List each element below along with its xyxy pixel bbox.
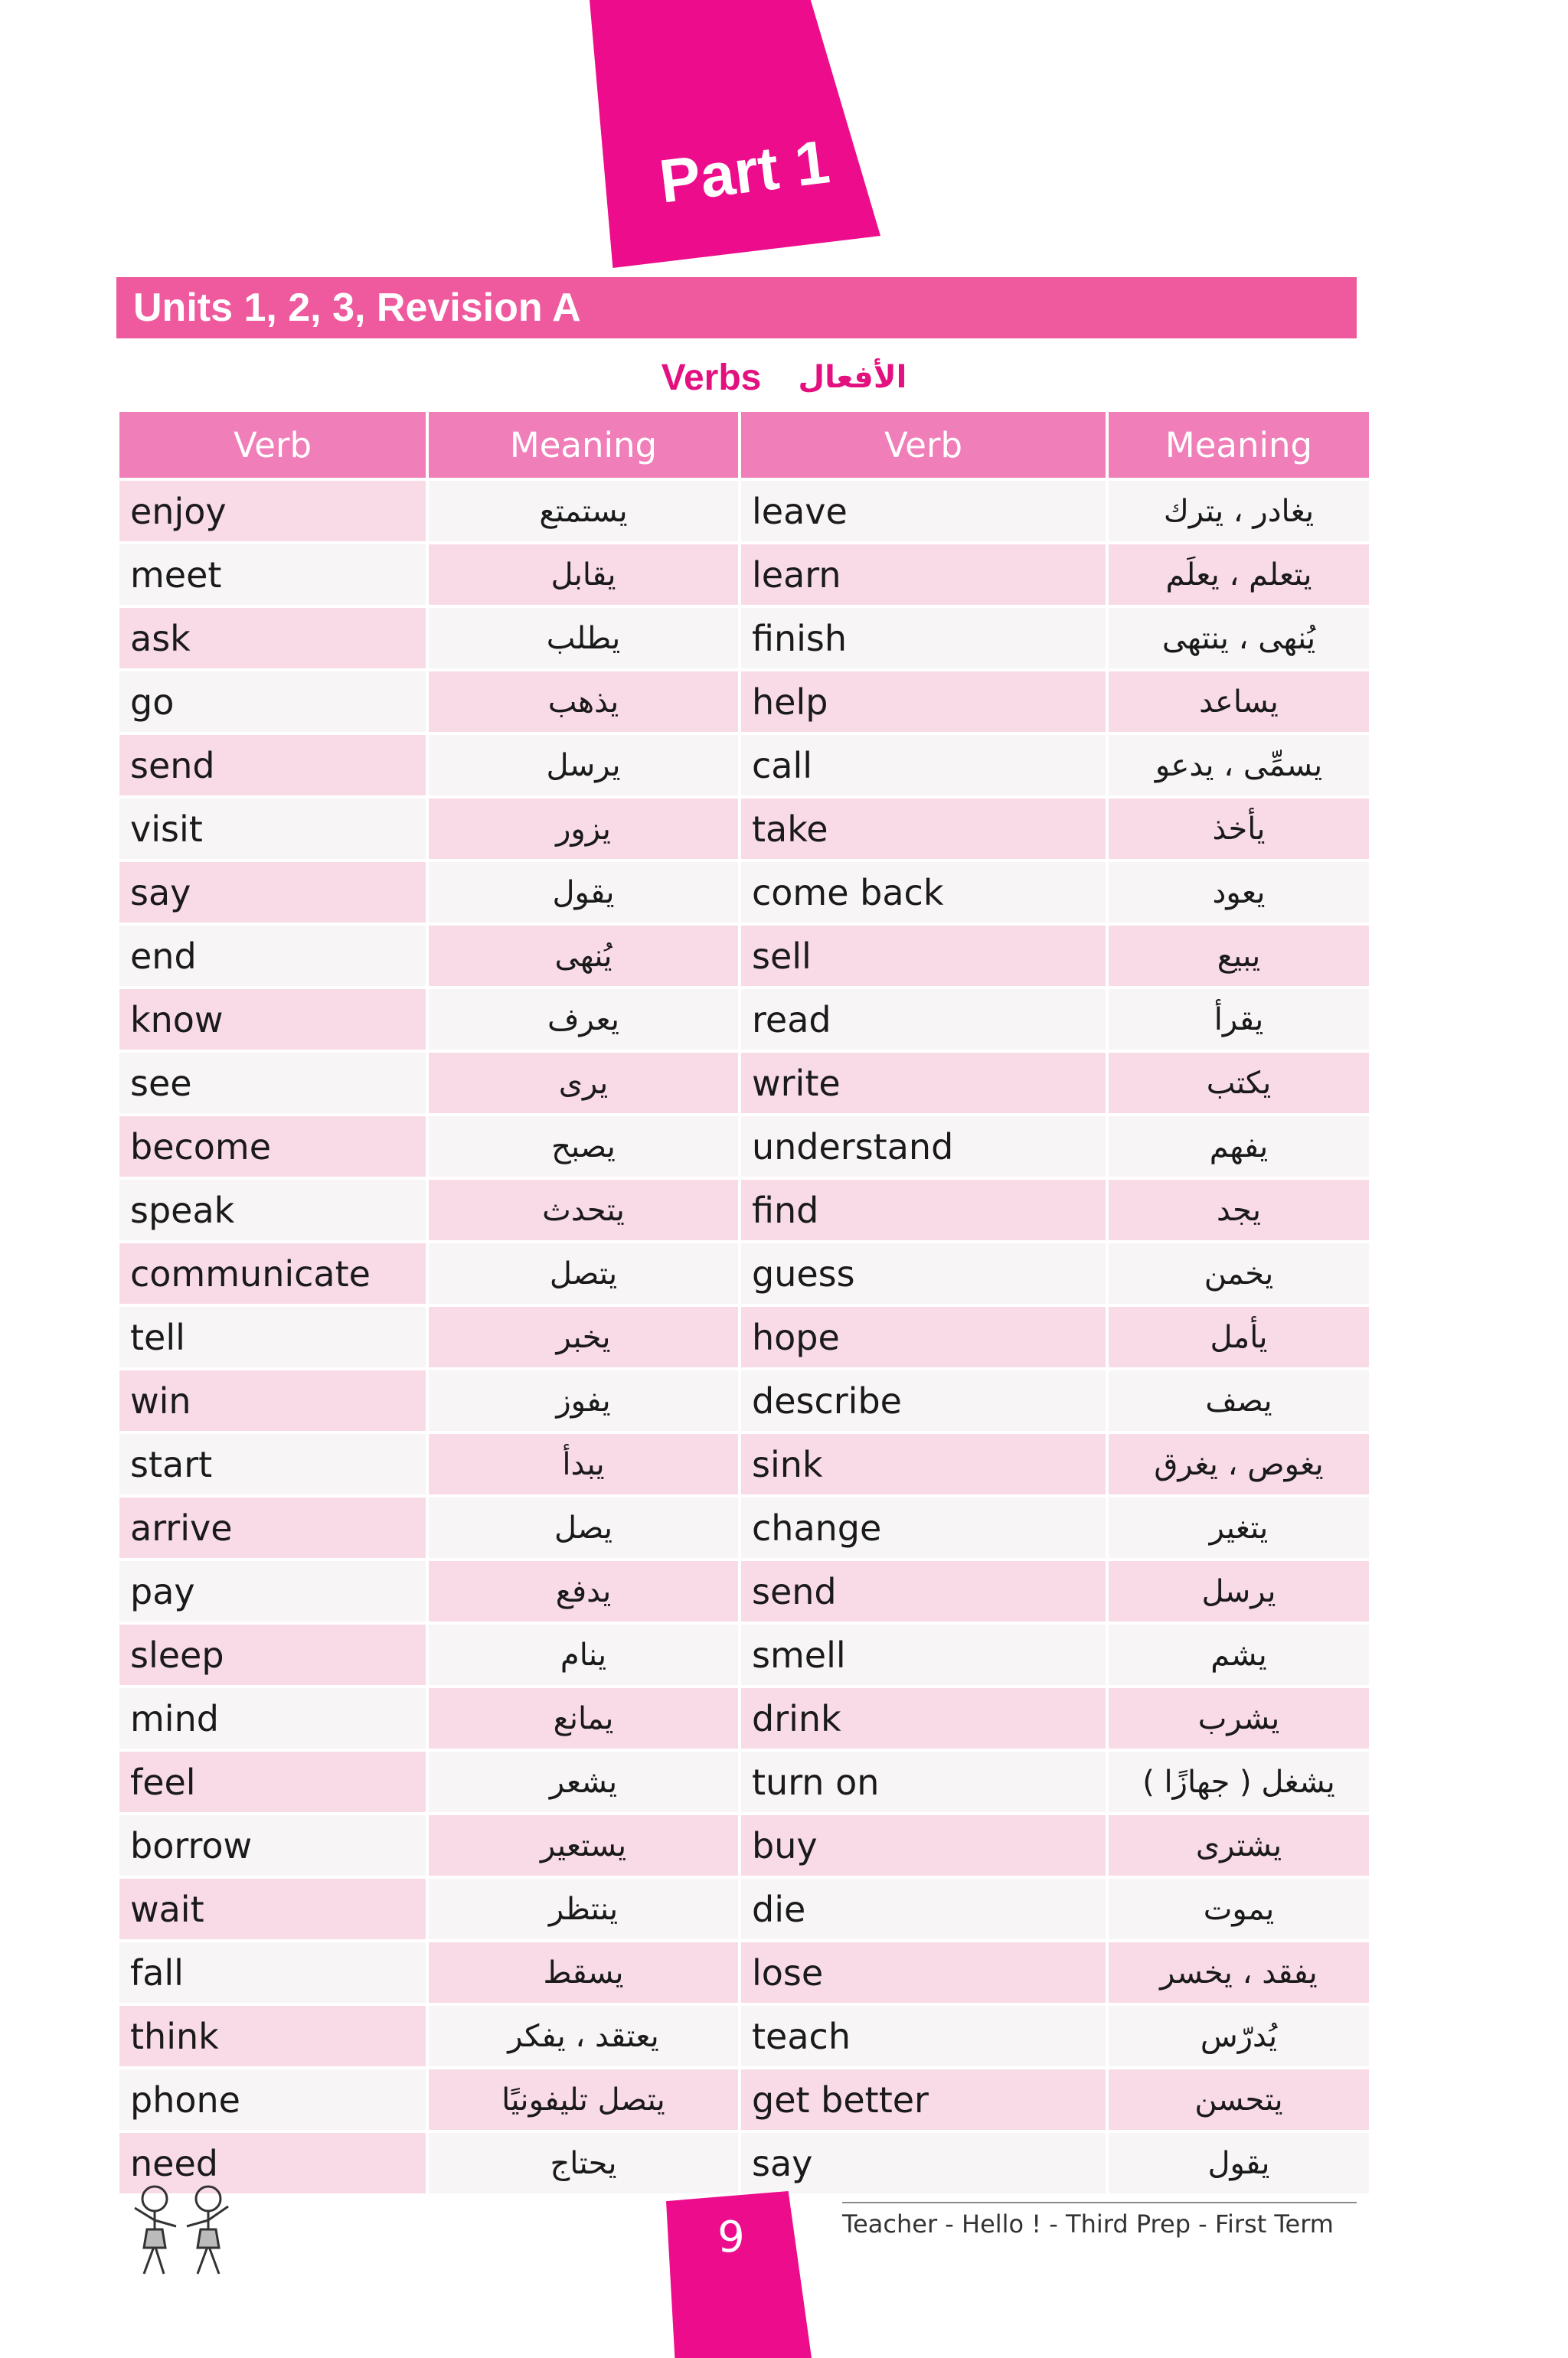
table-row — [119, 1307, 1369, 1370]
table-row — [119, 1434, 1369, 1497]
right-meaning: يفقد ، يخسر — [1109, 1942, 1369, 2006]
header-verb-left: Verb — [119, 412, 426, 481]
right-meaning: يخمن — [1109, 1243, 1369, 1307]
right-verb: sink — [741, 1434, 1106, 1497]
right-verb: sell — [741, 926, 1106, 989]
table-row — [119, 1116, 1369, 1180]
right-verb: understand — [741, 1116, 1106, 1180]
left-verb: win — [119, 1370, 426, 1434]
right-meaning: يأمل — [1109, 1307, 1369, 1370]
right-meaning: يصف — [1109, 1370, 1369, 1434]
left-meaning: يستعير — [429, 1815, 738, 1879]
left-verb: know — [119, 989, 426, 1053]
right-meaning: يقول — [1109, 2133, 1369, 2196]
section-heading — [0, 351, 1568, 404]
right-verb: finish — [741, 608, 1106, 671]
right-verb: turn on — [741, 1752, 1106, 1815]
right-verb: learn — [741, 544, 1106, 608]
page-number: 9 — [717, 2213, 745, 2262]
part-title: Part 1 — [655, 127, 834, 216]
units-title: Units 1, 2, 3, Revision A — [133, 286, 581, 330]
left-verb: wait — [119, 1879, 426, 1942]
table-row — [119, 1053, 1369, 1116]
table-row — [119, 2133, 1369, 2196]
right-verb: buy — [741, 1815, 1106, 1879]
left-meaning: يُنهى — [429, 926, 738, 989]
right-meaning: يبيع — [1109, 926, 1369, 989]
table-row — [119, 1561, 1369, 1625]
right-meaning: يُنهى ، ينتهى — [1109, 608, 1369, 671]
right-verb: call — [741, 735, 1106, 799]
right-meaning: يأخذ — [1109, 799, 1369, 862]
left-meaning: يشعر — [429, 1752, 738, 1815]
left-meaning: ينام — [429, 1625, 738, 1688]
right-verb: find — [741, 1180, 1106, 1243]
right-verb: write — [741, 1053, 1106, 1116]
table-row — [119, 481, 1369, 544]
table-row — [119, 799, 1369, 862]
table-row — [119, 735, 1369, 799]
right-meaning: يتحسن — [1109, 2069, 1369, 2133]
left-meaning: يذهب — [429, 671, 738, 735]
header-meaning-right: Meaning — [1109, 412, 1369, 481]
right-meaning: يتعلم ، يعلَم — [1109, 544, 1369, 608]
left-meaning: يزور — [429, 799, 738, 862]
left-verb: ask — [119, 608, 426, 671]
left-verb: meet — [119, 544, 426, 608]
left-meaning: يفوز — [429, 1370, 738, 1434]
right-meaning: يغادر ، يترك — [1109, 481, 1369, 544]
right-meaning: يجد — [1109, 1180, 1369, 1243]
left-verb: enjoy — [119, 481, 426, 544]
right-verb: hope — [741, 1307, 1106, 1370]
right-meaning: يكتب — [1109, 1053, 1369, 1116]
left-verb: arrive — [119, 1497, 426, 1561]
right-meaning: يسمِّى ، يدعو — [1109, 735, 1369, 799]
left-meaning: يحتاج — [429, 2133, 738, 2196]
left-verb: start — [119, 1434, 426, 1497]
right-verb: describe — [741, 1370, 1106, 1434]
part-tab — [590, 0, 880, 268]
right-verb: teach — [741, 2006, 1106, 2069]
left-meaning: يتصل تليفونيًا — [429, 2069, 738, 2133]
right-meaning: يشرب — [1109, 1688, 1369, 1752]
right-meaning: يشم — [1109, 1625, 1369, 1688]
right-meaning: يتغير — [1109, 1497, 1369, 1561]
table-row — [119, 544, 1369, 608]
left-verb: become — [119, 1116, 426, 1180]
table-row — [119, 989, 1369, 1053]
table-row — [119, 1180, 1369, 1243]
left-verb: visit — [119, 799, 426, 862]
left-meaning: يعرف — [429, 989, 738, 1053]
right-verb: smell — [741, 1625, 1106, 1688]
left-meaning: يسقط — [429, 1942, 738, 2006]
right-verb: lose — [741, 1942, 1106, 2006]
left-verb: go — [119, 671, 426, 735]
left-verb: phone — [119, 2069, 426, 2133]
left-verb: mind — [119, 1688, 426, 1752]
left-verb: need — [119, 2133, 426, 2196]
left-meaning: يستمتع — [429, 481, 738, 544]
children-illustration — [116, 2176, 247, 2283]
left-meaning: ينتظر — [429, 1879, 738, 1942]
footer-text: Teacher - Hello ! - Third Prep - First Term — [842, 2209, 1334, 2239]
left-meaning: يصل — [429, 1497, 738, 1561]
left-verb: communicate — [119, 1243, 426, 1307]
right-verb: help — [741, 671, 1106, 735]
right-meaning: يُدرّس — [1109, 2006, 1369, 2069]
left-verb: feel — [119, 1752, 426, 1815]
left-verb: say — [119, 862, 426, 926]
left-verb: send — [119, 735, 426, 799]
units-bar — [116, 277, 1357, 338]
right-verb: say — [741, 2133, 1106, 2196]
table-row — [119, 926, 1369, 989]
right-meaning: يقرأ — [1109, 989, 1369, 1053]
right-verb: take — [741, 799, 1106, 862]
right-verb: read — [741, 989, 1106, 1053]
left-verb: speak — [119, 1180, 426, 1243]
table-row — [119, 1625, 1369, 1688]
left-verb: fall — [119, 1942, 426, 2006]
right-meaning: يشغل ( جهازًا ) — [1109, 1752, 1369, 1815]
left-meaning: يقابل — [429, 544, 738, 608]
right-meaning: يشترى — [1109, 1815, 1369, 1879]
table-row — [119, 1497, 1369, 1561]
table-row — [119, 1688, 1369, 1752]
right-meaning: يغوص ، يغرق — [1109, 1434, 1369, 1497]
right-verb: send — [741, 1561, 1106, 1625]
table-body — [119, 481, 1369, 2196]
section-title-en: Verbs — [661, 357, 762, 398]
right-meaning: يرسل — [1109, 1561, 1369, 1625]
right-verb: come back — [741, 862, 1106, 926]
left-meaning: يخبر — [429, 1307, 738, 1370]
left-verb: pay — [119, 1561, 426, 1625]
left-meaning: يبدأ — [429, 1434, 738, 1497]
left-verb: tell — [119, 1307, 426, 1370]
left-meaning: يدفع — [429, 1561, 738, 1625]
table-row — [119, 608, 1369, 671]
left-verb: see — [119, 1053, 426, 1116]
right-meaning: يساعد — [1109, 671, 1369, 735]
left-verb: borrow — [119, 1815, 426, 1879]
left-meaning: يطلب — [429, 608, 738, 671]
left-meaning: يصبح — [429, 1116, 738, 1180]
left-meaning: يعتقد ، يفكر — [429, 2006, 738, 2069]
right-meaning: يفهم — [1109, 1116, 1369, 1180]
right-meaning: يموت — [1109, 1879, 1369, 1942]
right-meaning: يعود — [1109, 862, 1369, 926]
table-row — [119, 1370, 1369, 1434]
table-row — [119, 1752, 1369, 1815]
left-meaning: يرسل — [429, 735, 738, 799]
table-row — [119, 1879, 1369, 1942]
table-row — [119, 2069, 1369, 2133]
left-verb: sleep — [119, 1625, 426, 1688]
right-verb: change — [741, 1497, 1106, 1561]
right-verb: die — [741, 1879, 1106, 1942]
left-meaning: يرى — [429, 1053, 738, 1116]
left-meaning: يتحدث — [429, 1180, 738, 1243]
left-verb: think — [119, 2006, 426, 2069]
table-header-row — [119, 412, 1369, 481]
right-verb: drink — [741, 1688, 1106, 1752]
header-verb-right: Verb — [741, 412, 1106, 481]
table-row — [119, 1942, 1369, 2006]
table-row — [119, 1815, 1369, 1879]
table-row — [119, 671, 1369, 735]
left-verb: end — [119, 926, 426, 989]
table-row — [119, 2006, 1369, 2069]
right-verb: leave — [741, 481, 1106, 544]
section-title-ar: الأفعال — [798, 360, 907, 395]
verbs-table — [116, 412, 1372, 2196]
left-meaning: يتصل — [429, 1243, 738, 1307]
table-row — [119, 1243, 1369, 1307]
right-verb: get better — [741, 2069, 1106, 2133]
left-meaning: يمانع — [429, 1688, 738, 1752]
left-meaning: يقول — [429, 862, 738, 926]
footer-divider — [842, 2202, 1357, 2203]
header-meaning-left: Meaning — [429, 412, 738, 481]
table-row — [119, 862, 1369, 926]
right-verb: guess — [741, 1243, 1106, 1307]
